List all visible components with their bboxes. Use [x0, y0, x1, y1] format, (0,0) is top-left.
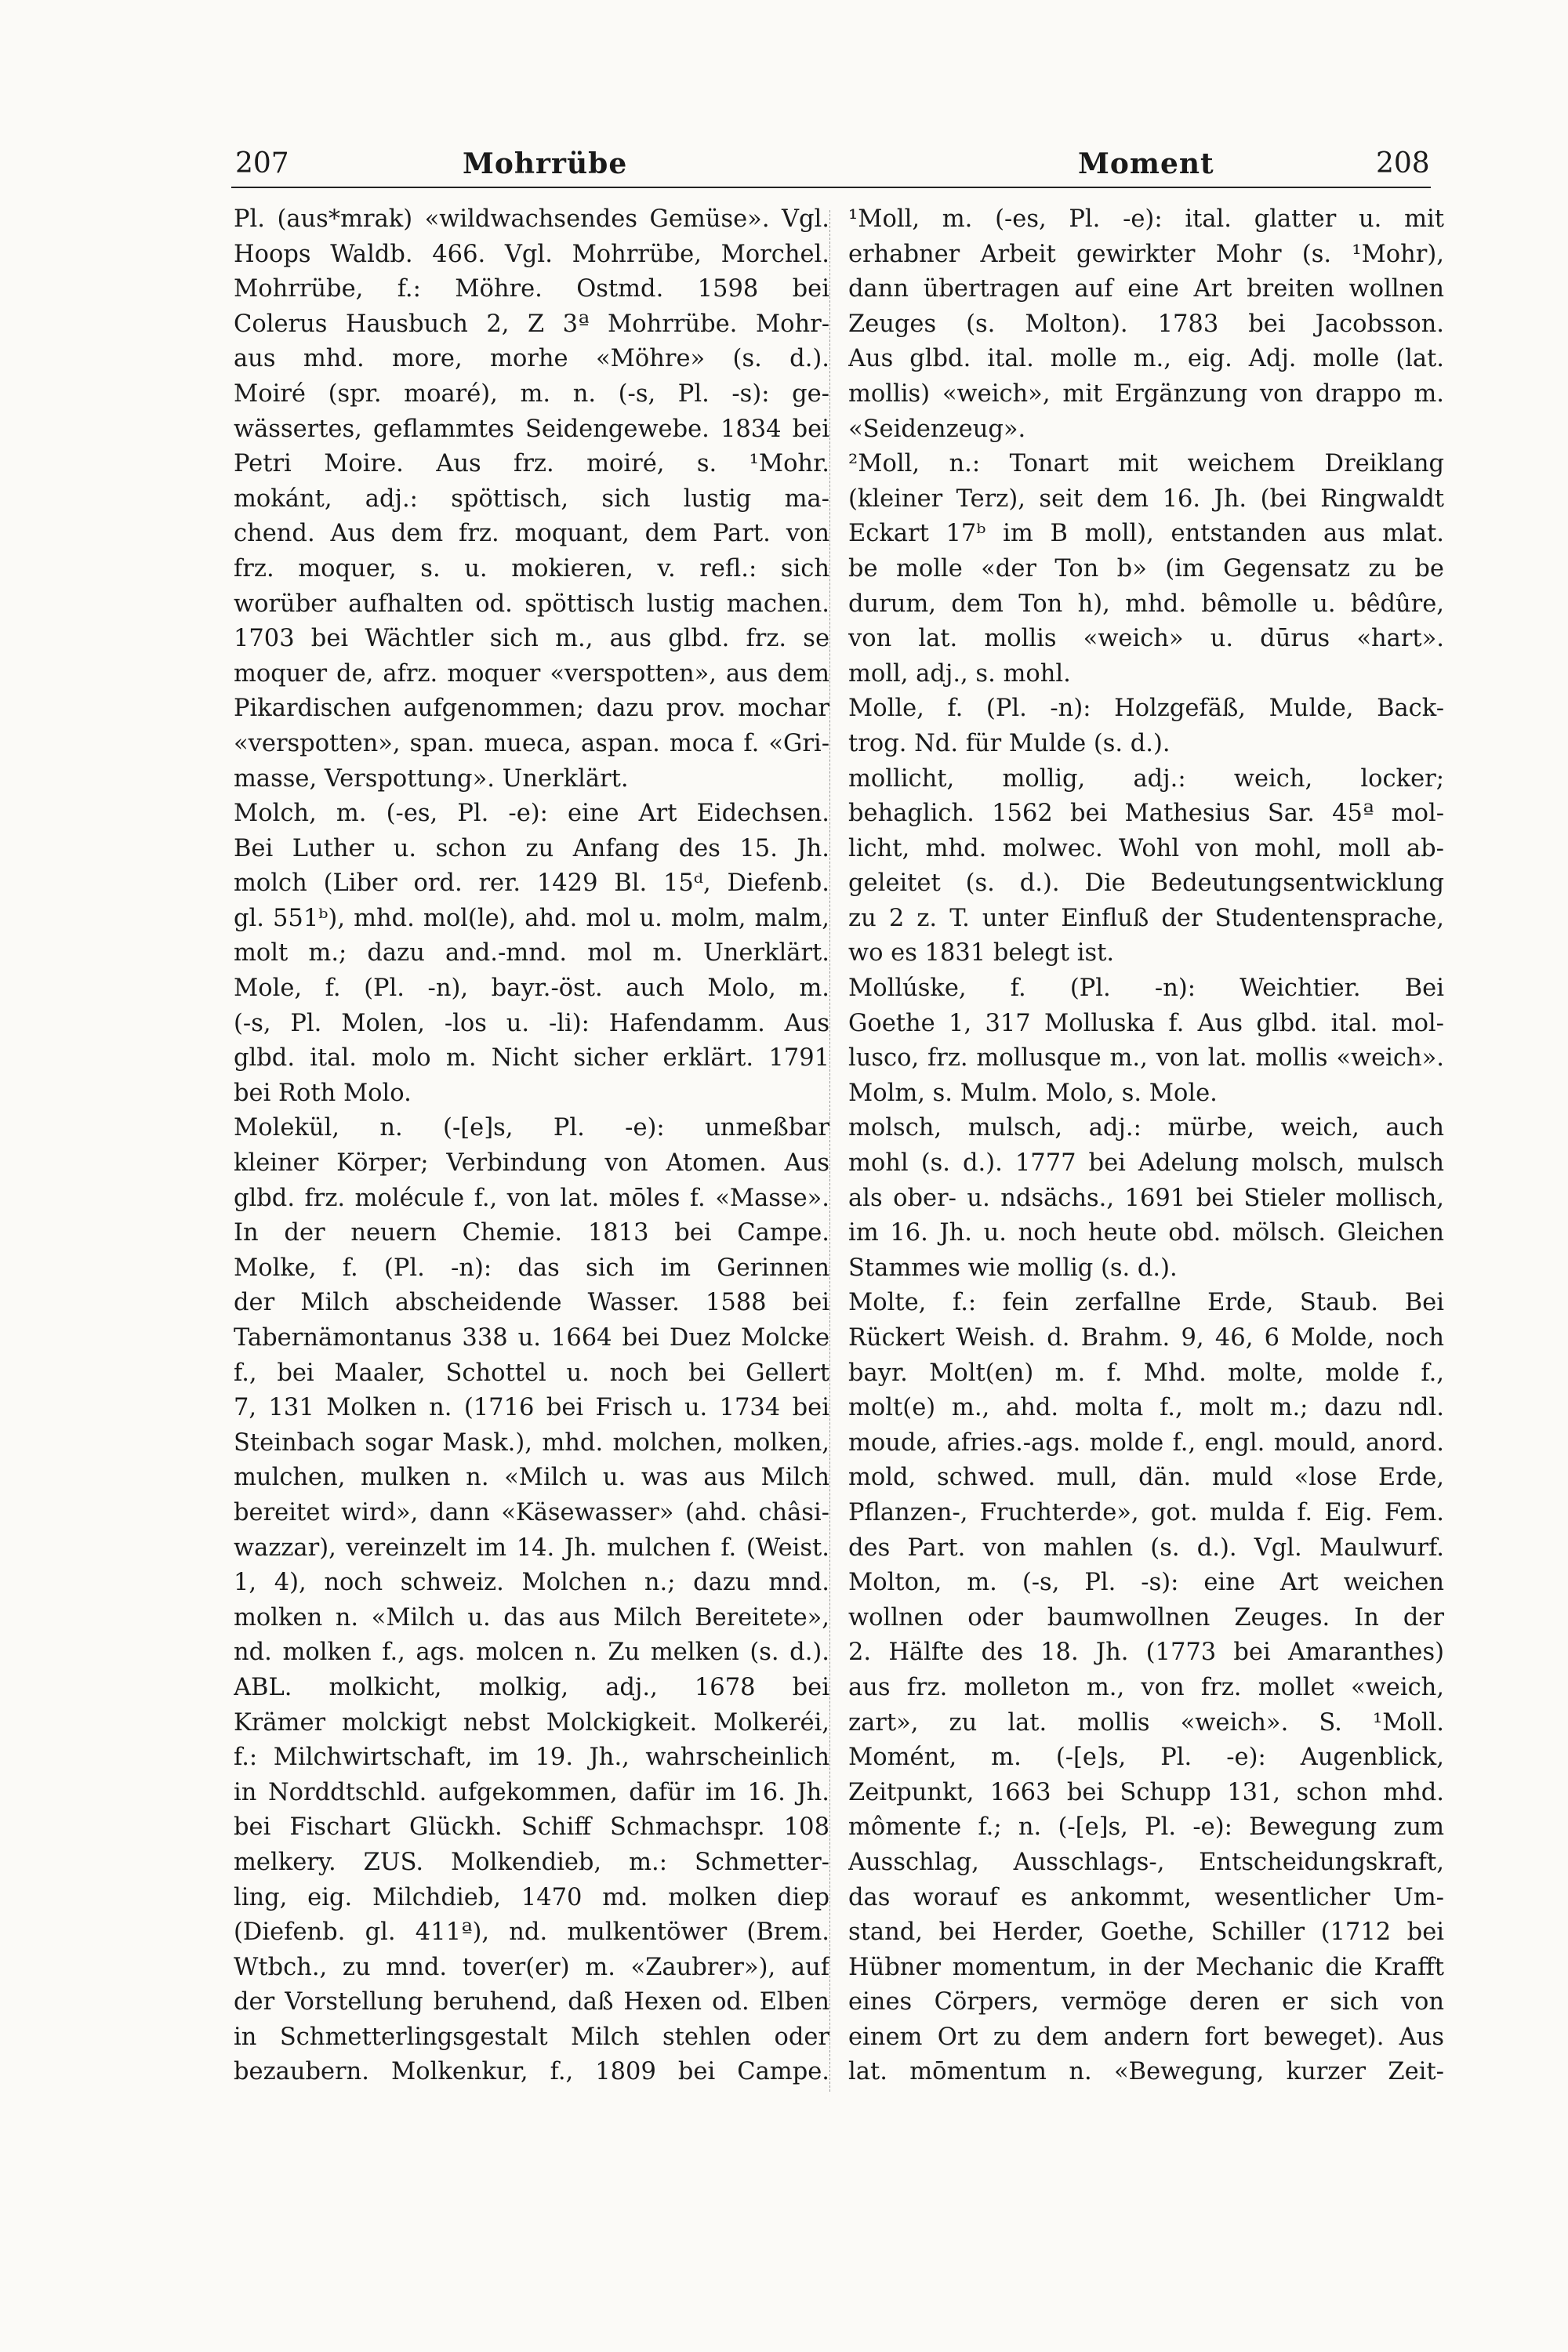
text-line: worüber aufhalten od. spöttisch lustig machen. [234, 590, 829, 618]
text-line: Wtbch., zu mnd. tover(er) m. «Zaubrer»), auf [234, 1953, 829, 1981]
text-line: Ausschlag, Ausschlags-, Entscheidungskraft, [848, 1848, 1444, 1876]
text-line: im 16. Jh. u. noch heute obd. mölsch. Gleichen [848, 1219, 1444, 1247]
text-line: glbd. frz. molécule f., von lat. mōles f. «Masse». [234, 1184, 829, 1212]
text-line: Pflanzen-, Fruchterde», got. mulda f. Eig. Fem. [848, 1498, 1444, 1526]
text-line: Molle, f. (Pl. -n): Holzgefäß, Mulde, Back- [848, 695, 1444, 723]
text-line: einem Ort zu dem andern fort beweget). Aus [848, 2023, 1444, 2051]
text-line: Bei Luther u. schon zu Anfang des 15. Jh. [234, 834, 829, 862]
text-line: 1703 bei Wächtler sich m., aus glbd. frz. se [234, 625, 829, 653]
text-line: Aus glbd. ital. molle m., eig. Adj. molle (lat. [848, 345, 1444, 373]
text-line: mohl (s. d.). 1777 bei Adelung molsch, mulsch [848, 1149, 1444, 1178]
text-line: Molekül, n. (-[e]s, Pl. -e): unmeßbar [234, 1114, 829, 1142]
text-line: Eckart 17ᵇ im B moll), entstanden aus mlat. [848, 520, 1444, 548]
text-line: Pl. (aus*mrak) «wildwachsendes Gemüse». Vgl. [234, 205, 829, 233]
column-divider [829, 210, 830, 2092]
text-line: behaglich. 1562 bei Mathesius Sar. 45ª mol- [848, 800, 1444, 828]
text-line: Petri Moire. Aus frz. moiré, s. ¹Mohr. [234, 450, 829, 478]
text-line: f.: Milchwirtschaft, im 19. Jh., wahrscheinlich [234, 1744, 829, 1772]
text-line: f., bei Maaler, Schottel u. noch bei Gellert [234, 1359, 829, 1387]
text-line: lusco, frz. mollusque m., von lat. mollis «weich». [848, 1044, 1444, 1073]
text-line: mollis) «weich», mit Ergänzung von drappo m. [848, 379, 1444, 408]
text-line: «Seidenzeug». [848, 415, 1026, 443]
text-line: des Part. von mahlen (s. d.). Vgl. Maulwurf. [848, 1534, 1444, 1562]
text-line: aus frz. molleton m., von frz. mollet «weich, [848, 1673, 1444, 1701]
left-column [234, 202, 829, 2090]
text-line: trog. Nd. für Mulde (s. d.). [848, 729, 1171, 757]
text-line: molch (Liber ord. rer. 1429 Bl. 15ᵈ, Diefenb. [234, 869, 829, 898]
text-line: geleitet (s. d.). Die Bedeutungsentwicklung [848, 869, 1444, 898]
text-line: Colerus Hausbuch 2, Z 3ª Mohrrübe. Mohr- [234, 310, 829, 338]
text-line: wazzar), vereinzelt im 14. Jh. mulchen f. (Weist. [234, 1534, 829, 1562]
left-running-head: Mohrrübe [463, 147, 628, 180]
text-line: 2. Hälfte des 18. Jh. (1773 bei Amaranthes) [848, 1639, 1444, 1667]
text-line: Molm, s. Mulm. Molo, s. Mole. [848, 1079, 1218, 1107]
text-line: aus mhd. more, morhe «Möhre» (s. d.). [234, 345, 829, 373]
text-line: ¹Moll, m. (-es, Pl. -e): ital. glatter u. mit [848, 205, 1444, 233]
text-line: eines Cörpers, vermöge deren er sich von [848, 1988, 1444, 2016]
text-line: Zeitpunkt, 1663 bei Schupp 131, schon mhd. [848, 1778, 1444, 1806]
text-line: bei Roth Molo. [234, 1079, 412, 1107]
text-line: moquer de, afrz. moquer «verspotten», aus dem [234, 659, 829, 688]
text-line: Hübner momentum, in der Mechanic die Krafft [848, 1953, 1444, 1981]
text-line: mollicht, mollig, adj.: weich, locker; [848, 764, 1444, 793]
text-line: licht, mhd. molwec. Wohl von mohl, moll ab- [848, 834, 1444, 862]
text-line: Goethe 1, 317 Molluska f. Aus glbd. ital. mol- [848, 1009, 1444, 1037]
text-line: (Diefenb. gl. 411ª), nd. mulkentöwer (Brem. [234, 1918, 829, 1947]
text-line: Mollúske, f. (Pl. -n): Weichtier. Bei [848, 975, 1444, 1003]
text-line: Moiré (spr. moaré), m. n. (-s, Pl. -s): ge- [234, 379, 829, 408]
text-line: bereitet wird», dann «Käsewasser» (ahd. châsi- [234, 1498, 829, 1526]
text-line: nd. molken f., ags. molcen n. Zu melken (s. d.). [234, 1639, 829, 1667]
text-line: frz. moquer, s. u. mokieren, v. refl.: sich [234, 554, 829, 583]
text-line: melkery. ZUS. Molkendieb, m.: Schmetter- [234, 1848, 829, 1876]
text-line: wo es 1831 belegt ist. [848, 939, 1115, 967]
text-line: masse, Verspottung». Unerklärt. [234, 764, 629, 793]
text-line: glbd. ital. molo m. Nicht sicher erklärt. 1791 [234, 1044, 829, 1073]
text-line: Rückert Weish. d. Brahm. 9, 46, 6 Molde, noch [848, 1324, 1444, 1352]
text-line: Momént, m. (-[e]s, Pl. -e): Augenblick, [848, 1744, 1444, 1772]
text-line: in Norddtschld. aufgekommen, dafür im 16. Jh. [234, 1778, 829, 1806]
text-line: Mohrrübe, f.: Möhre. Ostmd. 1598 bei [234, 275, 829, 303]
text-line: kleiner Körper; Verbindung von Atomen. Aus [234, 1149, 829, 1178]
text-line: Steinbach sogar Mask.), mhd. molchen, molken, [234, 1428, 829, 1457]
text-line: ling, eig. Milchdieb, 1470 md. molken diep [234, 1883, 829, 1911]
text-line: ABL. molkicht, molkig, adj., 1678 bei [234, 1673, 829, 1701]
text-line: zart», zu lat. mollis «weich». S. ¹Moll. [848, 1708, 1444, 1737]
right-running-head: Moment [1078, 147, 1214, 180]
text-line: von lat. mollis «weich» u. dūrus «hart». [848, 625, 1444, 653]
text-line: ²Moll, n.: Tonart mit weichem Dreiklang [848, 450, 1444, 478]
text-line: als ober- u. ndsächs., 1691 bei Stieler mollisch, [848, 1184, 1444, 1212]
text-line: Zeuges (s. Molton). 1783 bei Jacobsson. [848, 310, 1444, 338]
text-line: molt(e) m., ahd. molta f., molt m.; dazu ndl. [848, 1394, 1444, 1422]
text-line: Pikardischen aufgenommen; dazu prov. mochar [234, 695, 829, 723]
text-line: 1, 4), noch schweiz. Molchen n.; dazu mnd. [234, 1569, 829, 1597]
text-line: durum, dem Ton h), mhd. bêmolle u. bêdûre, [848, 590, 1444, 618]
right-page-number: 208 [1376, 147, 1430, 180]
text-line: Molch, m. (-es, Pl. -e): eine Art Eidechsen. [234, 800, 829, 828]
text-line: das worauf es ankommt, wesentlicher Um- [848, 1883, 1444, 1911]
text-line: mulchen, mulken n. «Milch u. was aus Milch [234, 1464, 829, 1492]
text-line: mokánt, adj.: spöttisch, sich lustig ma- [234, 485, 829, 513]
text-line: in Schmetterlingsgestalt Milch stehlen oder [234, 2023, 829, 2051]
header-rule [231, 187, 1431, 188]
text-line: 7, 131 Molken n. (1716 bei Frisch u. 1734 bei [234, 1394, 829, 1422]
text-line: molsch, mulsch, adj.: mürbe, weich, auch [848, 1114, 1444, 1142]
left-page-number: 207 [235, 147, 289, 180]
text-line: Mole, f. (Pl. -n), bayr.-öst. auch Molo, m. [234, 975, 829, 1003]
right-column [848, 202, 1444, 2090]
text-line: Krämer molckigt nebst Molckigkeit. Molkeréi, [234, 1708, 829, 1737]
text-line: chend. Aus dem frz. moquant, dem Part. von [234, 520, 829, 548]
text-line: In der neuern Chemie. 1813 bei Campe. [234, 1219, 829, 1247]
text-line: mômente f.; n. (-[e]s, Pl. -e): Bewegung zum [848, 1813, 1444, 1842]
text-line: erhabner Arbeit gewirkter Mohr (s. ¹Mohr), [848, 240, 1444, 268]
text-line: bayr. Molt(en) m. f. Mhd. molte, molde f., [848, 1359, 1444, 1387]
text-line: «verspotten», span. mueca, aspan. moca f. «Gri- [234, 729, 829, 757]
text-line: molken n. «Milch u. das aus Milch Bereitete», [234, 1603, 829, 1632]
text-line: molt m.; dazu and.-mnd. mol m. Unerklärt. [234, 939, 829, 967]
text-line: bezaubern. Molkenkur, f., 1809 bei Campe. [234, 2058, 829, 2086]
text-line: bei Fischart Glückh. Schiff Schmachspr. 108 [234, 1813, 829, 1842]
text-line: wässertes, geflammtes Seidengewebe. 1834 bei [234, 415, 829, 443]
text-line: der Vorstellung beruhend, daß Hexen od. Elben [234, 1988, 829, 2016]
text-line: Stammes wie mollig (s. d.). [848, 1254, 1178, 1282]
text-line: dann übertragen auf eine Art breiten wollnen [848, 275, 1444, 303]
text-line: (-s, Pl. Molen, -los u. -li): Hafendamm. Aus [234, 1009, 829, 1037]
text-line: gl. 551ᵇ), mhd. mol(le), ahd. mol u. molm, malm, [234, 904, 829, 932]
text-line: wollnen oder baumwollnen Zeuges. In der [848, 1603, 1444, 1632]
text-line: Hoops Waldb. 466. Vgl. Mohrrübe, Morchel. [234, 240, 829, 268]
text-line: der Milch abscheidende Wasser. 1588 bei [234, 1289, 829, 1317]
text-line: mold, schwed. mull, dän. muld «lose Erde, [848, 1464, 1444, 1492]
text-line: stand, bei Herder, Goethe, Schiller (1712 bei [848, 1918, 1444, 1947]
text-line: be molle «der Ton b» (im Gegensatz zu be [848, 554, 1444, 583]
text-line: lat. mōmentum n. «Bewegung, kurzer Zeit- [848, 2058, 1444, 2086]
text-line: Molton, m. (-s, Pl. -s): eine Art weichen [848, 1569, 1444, 1597]
text-line: Molke, f. (Pl. -n): das sich im Gerinnen [234, 1254, 829, 1282]
text-line: Molte, f.: fein zerfallne Erde, Staub. Bei [848, 1289, 1444, 1317]
text-line: (kleiner Terz), seit dem 16. Jh. (bei Ringwaldt [848, 485, 1444, 513]
text-line: moude, afries.-ags. molde f., engl. mould, anord. [848, 1428, 1444, 1457]
text-line: zu 2 z. T. unter Einfluß der Studentensprache, [848, 904, 1444, 932]
text-line: moll, adj., s. mohl. [848, 659, 1071, 688]
text-line: Tabernämontanus 338 u. 1664 bei Duez Molcke [234, 1324, 829, 1352]
